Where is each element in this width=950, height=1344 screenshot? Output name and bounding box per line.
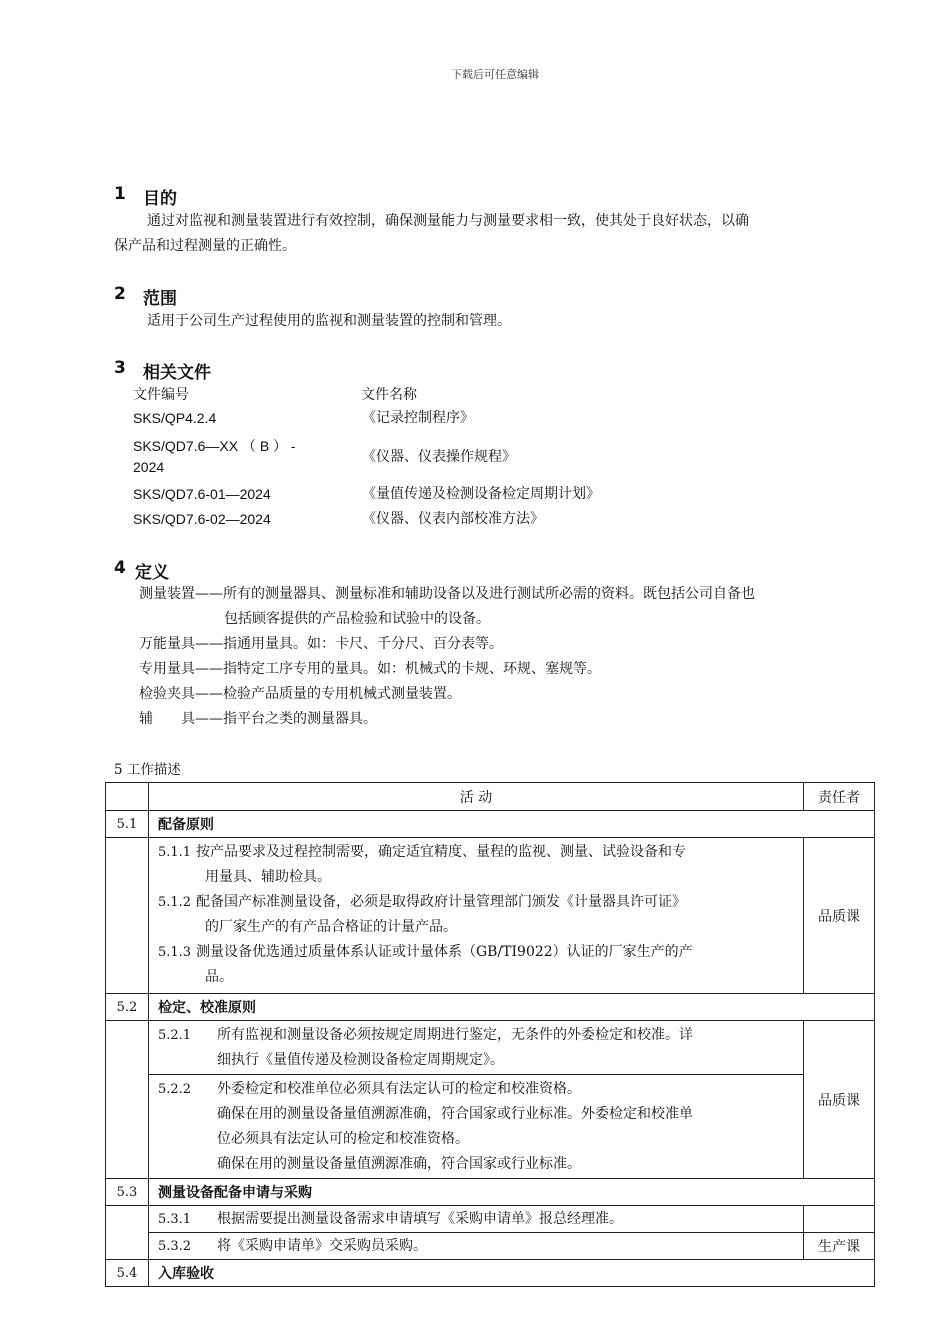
table-row	[106, 1233, 875, 1260]
item-text: 外委检定和校准单位必须具有法定认可的检定和校准资格。	[217, 1081, 581, 1097]
doc-name: 《仪器、仪表操作规程》	[362, 449, 516, 465]
table-row	[106, 1260, 875, 1287]
table-row	[106, 994, 875, 1021]
header-blank-cell	[106, 783, 149, 811]
item-text: 位必须具有法定认可的检定和校准资格。	[217, 1131, 469, 1147]
table-header-row	[106, 783, 875, 811]
doc-name: 《仪器、仪表内部校准方法》	[362, 511, 544, 527]
activity-cell	[149, 1021, 804, 1075]
header-note: 下载后可任意编辑	[451, 68, 539, 81]
item-text: 将《采购申请单》交采购员采购。	[217, 1237, 427, 1254]
row-number: 5.1	[106, 811, 149, 838]
item-code: 5.3.1	[158, 1211, 192, 1227]
table-row	[106, 811, 875, 838]
section-1-body-line1: 通过对监视和测量装置进行有效控制，确保测量能力与测量要求相一致，使其处于良好状态，以确	[147, 213, 749, 229]
activity-item	[149, 1077, 803, 1177]
responsible-cell: 品质课	[804, 838, 875, 994]
row-number: 5.4	[106, 1260, 149, 1287]
item-text: 用量具、辅助检具。	[205, 869, 331, 885]
definition-line: 专用量具——指特定工序专用的量具。如：机械式的卡规、环规、塞规等。	[139, 661, 601, 677]
activity-item	[149, 1207, 803, 1232]
doc-name: 《量值传递及检测设备检定周期计划》	[362, 486, 600, 502]
section-3-title: 相关文件	[143, 363, 211, 383]
activity-cell	[149, 838, 804, 994]
item-text: 按产品要求及过程控制需要，确定适宜精度、量程的监视、测量、试验设备和专	[196, 844, 686, 860]
item-text: 品。	[205, 969, 233, 985]
item-text: 确保在用的测量设备量值溯源准确，符合国家或行业标准。	[217, 1156, 581, 1172]
section-4-number: 4	[114, 558, 126, 578]
item-code: 5.1.2	[158, 895, 192, 910]
item-text: 确保在用的测量设备量值溯源准确，符合国家或行业标准。外委检定和校准单	[217, 1106, 693, 1122]
table-row	[106, 1206, 875, 1233]
row-number: 5.2	[106, 994, 149, 1021]
item-text: 配备国产标准测量设备，必须是取得政府计量管理部门颁发《计量器具许可证》	[196, 894, 686, 910]
docs-column-name: 文件名称	[361, 387, 417, 403]
header-responsible: 责任者	[804, 783, 875, 811]
doc-code: 2024	[133, 459, 165, 475]
item-code: 5.2.1	[158, 1028, 192, 1043]
row-number: 5.3	[106, 1179, 149, 1206]
definition-line: 万能量具——指通用量具。如：卡尺、千分尺、百分表等。	[139, 636, 503, 652]
row-title: 入库验收	[149, 1260, 875, 1287]
definition-line: 包括顾客提供的产品检验和试验中的设备。	[224, 611, 490, 627]
header-activity: 活 动	[149, 783, 804, 811]
doc-code: SKS/QD7.6-01—2024	[133, 486, 271, 502]
row-title: 检定、校准原则	[149, 994, 875, 1021]
item-text: 细执行《量值传递及检测设备检定周期规定》。	[217, 1052, 504, 1068]
section-2-body: 适用于公司生产过程使用的监视和测量装置的控制和管理。	[147, 313, 511, 329]
activity-item	[149, 940, 803, 990]
doc-name: 《记录控制程序》	[362, 410, 474, 426]
row-number-blank	[106, 1021, 149, 1179]
doc-code: SKS/QD7.6—XX （ B ） -	[133, 438, 296, 454]
responsible-cell: 生产课	[804, 1233, 875, 1260]
responsible-cell: 品质课	[804, 1021, 875, 1179]
item-code: 5.1.3	[158, 945, 192, 960]
table-row	[106, 1021, 875, 1075]
item-code: 5.2.2	[158, 1082, 192, 1097]
section-1-number: 1	[114, 184, 126, 204]
section-2-title: 范围	[143, 289, 177, 309]
item-text: 测量设备优选通过质量体系认证或计量体系（GB/TI9022）认证的厂家生产的产	[196, 944, 693, 960]
section-4-title: 定义	[135, 563, 169, 583]
responsible-cell-blank	[804, 1206, 875, 1233]
item-text: 所有监视和测量设备必须按规定周期进行鉴定，无条件的外委检定和校准。详	[217, 1027, 693, 1043]
doc-code: SKS/QP4.2.4	[133, 410, 217, 426]
definition-line: 检验夹具——检验产品质量的专用机械式测量装置。	[139, 686, 461, 702]
activity-item	[149, 1023, 803, 1073]
section-3-number: 3	[114, 358, 126, 378]
work-description-table	[105, 782, 875, 1287]
section-1-title: 目的	[143, 189, 177, 209]
table-row	[106, 838, 875, 994]
table-row	[106, 1075, 875, 1179]
item-text: 根据需要提出测量设备需求申请填写《采购申请单》报总经理准。	[217, 1210, 623, 1227]
activity-item	[149, 840, 803, 890]
row-number-blank	[106, 1206, 149, 1260]
doc-code: SKS/QD7.6-02—2024	[133, 511, 271, 527]
row-number-blank	[106, 838, 149, 994]
table-row	[106, 1179, 875, 1206]
section-1-body-line2: 保产品和过程测量的正确性。	[114, 238, 296, 254]
section-2-number: 2	[114, 284, 126, 304]
item-text: 的厂家生产的有产品合格证的计量产品。	[205, 919, 457, 935]
activity-cell	[149, 1206, 804, 1233]
section-5-title: 5 工作描述	[114, 762, 181, 778]
item-code: 5.3.2	[158, 1238, 192, 1254]
row-title: 配备原则	[149, 811, 875, 838]
docs-column-code: 文件编号	[133, 387, 189, 403]
definition-line: 辅 具——指平台之类的测量器具。	[139, 711, 377, 727]
definition-line: 测量装置——所有的测量器具、测量标准和辅助设备以及进行测试所必需的资料。既包括公司自备也	[139, 586, 755, 602]
item-code: 5.1.1	[158, 845, 192, 860]
activity-cell	[149, 1233, 804, 1260]
activity-item	[149, 1234, 803, 1259]
activity-item	[149, 890, 803, 940]
activity-cell	[149, 1075, 804, 1179]
row-title: 测量设备配备申请与采购	[149, 1179, 875, 1206]
